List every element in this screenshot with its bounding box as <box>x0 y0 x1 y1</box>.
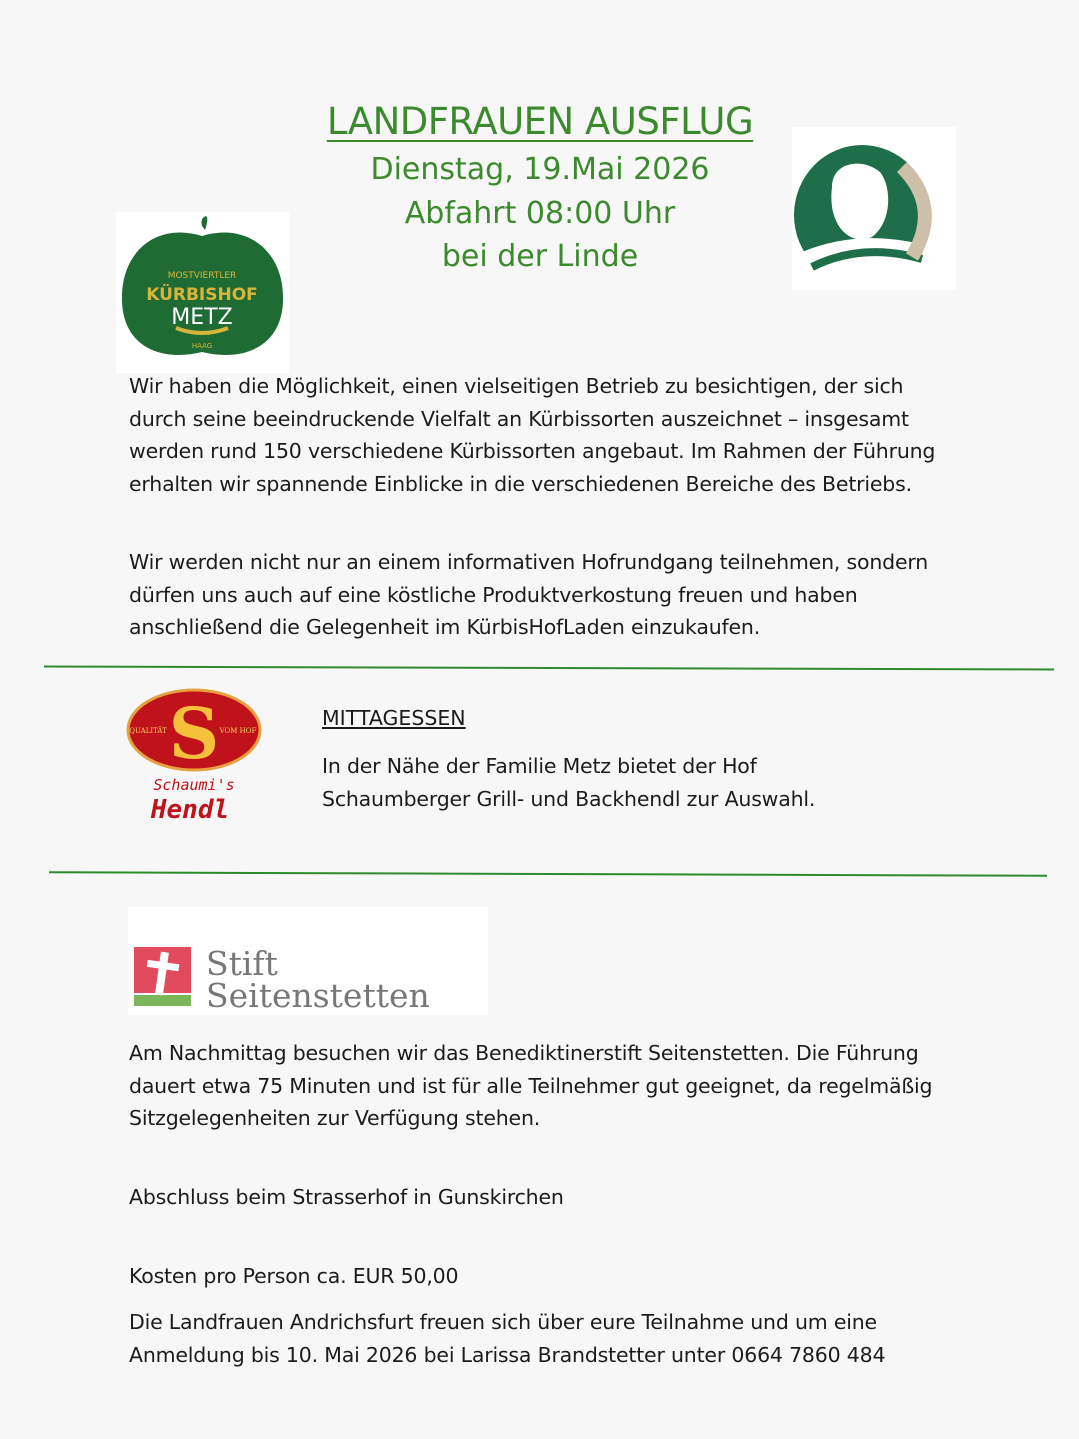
intro-paragraph-2: Wir werden nicht nur an einem informativen Hofrundgang teilnehmen, sondern dürfen uns auch auf eine köstliche Produktverkostung freuen und haben anschließend die Gelegenheit im KürbisHofLaden einzukaufen. <box>129 550 929 639</box>
page-title: LANDFRAUEN AUSFLUG <box>326 100 754 143</box>
schaumis-hendl-logo <box>126 688 262 824</box>
kuerbishof-bottom-text: HAAG <box>191 342 213 350</box>
departure-time: Abfahrt 08:00 Uhr <box>404 196 676 231</box>
meeting-place: bei der Linde <box>441 239 639 274</box>
kuerbishof-name-text: METZ <box>171 305 233 330</box>
afternoon-text: Am Nachmittag besuchen wir das Benediktinerstift Seitenstetten. Die Führung dauert etwa 75 Minuten und ist für alle Teilnehmer gut geeignet, da regelmäßig Sitzgelegenheiten zur Verfügung stehen. <box>129 1041 933 1130</box>
stift-seitenstetten-logo <box>128 907 488 1015</box>
registration-text: Die Landfrauen Andrichsfurt freuen sich über eure Teilnahme und um eine Anmeldung bis 10. Mai 2026 bei Larissa Brandstetter unter 0664 7860 484 <box>129 1310 886 1367</box>
lunch-text: In der Nähe der Familie Metz bietet der Hof Schaumberger Grill- und Backhendl zur Auswahl. <box>322 754 816 811</box>
svg-text:VOM HOF: VOM HOF <box>219 727 257 735</box>
closing-text: Abschluss beim Strasserhof in Gunskirchen <box>129 1185 564 1209</box>
svg-text:Hendl: Hendl <box>150 795 230 824</box>
svg-text:QUALITÄT: QUALITÄT <box>129 727 167 735</box>
section-divider <box>44 666 1054 671</box>
kuerbishof-middle-text: KÜRBISHOF <box>146 285 258 305</box>
event-date: Dienstag, 19.Mai 2026 <box>370 152 710 187</box>
svg-text:Schaumi's: Schaumi's <box>153 776 235 794</box>
section-divider <box>49 871 1047 876</box>
kuerbishof-metz-logo <box>116 212 289 373</box>
kuerbishof-top-text: MOSTVIERTLER <box>167 271 237 281</box>
svg-text:Seitenstetten: Seitenstetten <box>206 976 430 1015</box>
cost-text: Kosten pro Person ca. EUR 50,00 <box>129 1264 459 1288</box>
svg-text:Stift: Stift <box>206 944 278 983</box>
svg-text:S: S <box>168 692 220 775</box>
lunch-heading: MITTAGESSEN <box>322 706 466 730</box>
intro-paragraph-1: Wir haben die Möglichkeit, einen vielseitigen Betrieb zu besichtigen, der sich durch seine beeindruckende Vielfalt an Kürbissorten auszeichnet – insgesamt werden rund 150 verschiedene Kürbissorten angebaut. Im Rahmen der Führung erhalten wir spannende Einblicke in die verschiedenen Bereiche des Betriebs. <box>129 374 936 496</box>
landfrauen-animal-logo <box>792 127 956 290</box>
